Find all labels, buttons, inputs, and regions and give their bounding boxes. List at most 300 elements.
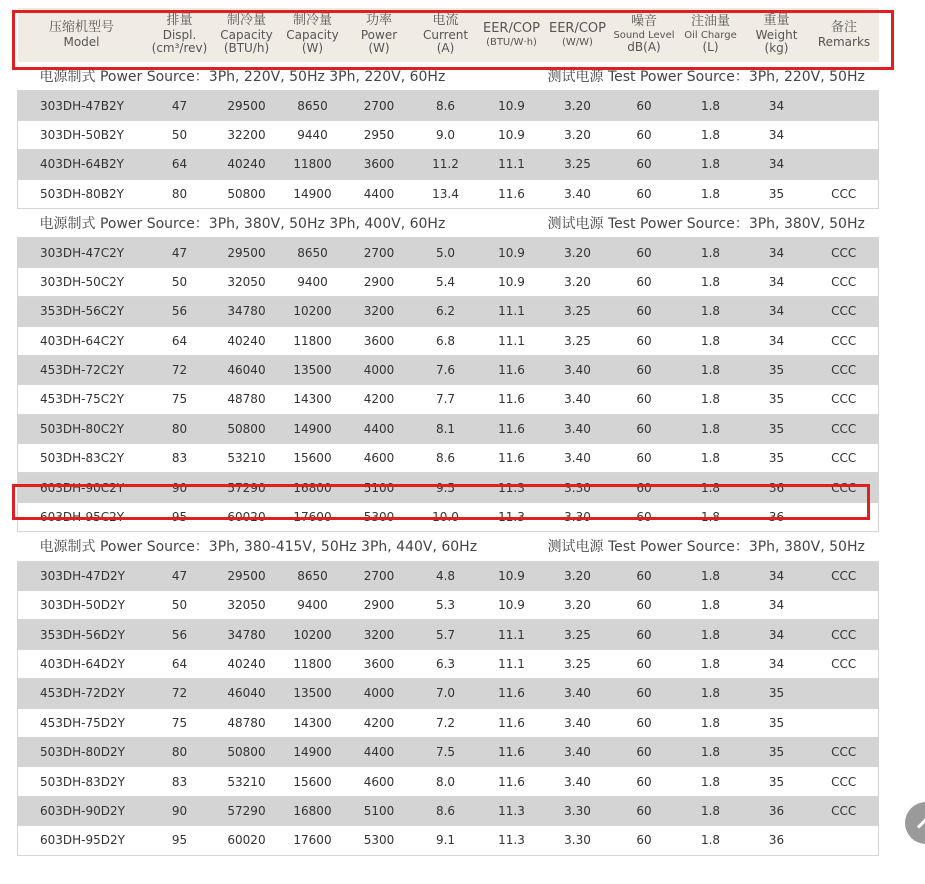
table-cell: CCC [810, 326, 879, 355]
table-cell: 10.9 [479, 267, 545, 296]
header-zh: EER/COP [549, 20, 606, 36]
table-cell: 72 [146, 355, 214, 384]
table-cell: 80 [146, 414, 214, 443]
table-cell: 10.9 [479, 238, 545, 267]
table-cell: 60 [611, 267, 678, 296]
table-cell: 11800 [280, 649, 346, 678]
table-cell: 3600 [346, 649, 413, 678]
table-cell: 95 [146, 826, 214, 855]
header-en2: (L) [702, 40, 719, 55]
table-cell: 10.9 [479, 120, 545, 149]
table-cell: 3.40 [545, 737, 611, 766]
table-cell: 3.20 [545, 120, 611, 149]
header-en: Displ. [162, 27, 197, 42]
table-cell: CCC [810, 796, 879, 825]
model-cell: 503DH-83D2Y [18, 767, 146, 796]
table-cell: 9.1 [413, 826, 479, 855]
table-cell: 16800 [280, 796, 346, 825]
table-cell: 60 [611, 679, 678, 708]
table-row [18, 414, 879, 443]
header-zh: EER/COP [483, 20, 540, 36]
table-cell: 1.8 [678, 591, 744, 620]
table-row [18, 179, 879, 208]
table-cell: 4400 [346, 737, 413, 766]
table-cell: 11.6 [479, 708, 545, 737]
table-cell: 3600 [346, 150, 413, 179]
table-cell: 7.2 [413, 708, 479, 737]
table-cell: 11.2 [413, 150, 479, 179]
table-cell: 3.40 [545, 385, 611, 414]
table-cell: 11.6 [479, 414, 545, 443]
header-zh: 电流 [432, 12, 459, 28]
table-cell: 64 [146, 326, 214, 355]
table-cell: 60 [611, 91, 678, 120]
table-cell: 11.6 [479, 355, 545, 384]
table-cell: 1.8 [678, 444, 744, 473]
table-cell: 60 [611, 120, 678, 149]
table-row [18, 767, 879, 796]
table-cell: 15600 [280, 767, 346, 796]
table-cell: 72 [146, 679, 214, 708]
table-cell: 4400 [346, 414, 413, 443]
table-cell: 1.8 [678, 414, 744, 443]
header-en: Capacity [286, 27, 339, 42]
table-cell: 50800 [214, 414, 280, 443]
table-cell: 60 [611, 150, 678, 179]
table-cell [810, 150, 879, 179]
header-zh: 备注 [830, 19, 857, 35]
table-cell: CCC [810, 620, 879, 649]
table-cell: 32050 [214, 267, 280, 296]
header-zh: 制冷量 [292, 12, 332, 28]
table-cell: 8.6 [413, 796, 479, 825]
table-cell: 60 [611, 649, 678, 678]
header-en2: (W) [301, 41, 324, 56]
section-header-row [18, 532, 879, 561]
table-row [18, 737, 879, 766]
model-cell: 603DH-90C2Y [18, 473, 146, 502]
table-cell [810, 826, 879, 855]
table-cell: 90 [146, 796, 214, 825]
table-row [18, 502, 879, 531]
table-cell: 90 [146, 473, 214, 502]
table-cell: 14300 [280, 708, 346, 737]
table-cell: 80 [146, 737, 214, 766]
model-cell: 353DH-56D2Y [18, 620, 146, 649]
table-cell: CCC [810, 561, 879, 590]
table-cell: 3.30 [545, 502, 611, 531]
table-cell: 3.40 [545, 355, 611, 384]
table-row [18, 385, 879, 414]
table-cell: 17600 [280, 826, 346, 855]
table-cell: 11.1 [479, 150, 545, 179]
table-cell: 64 [146, 150, 214, 179]
table-cell: 3.30 [545, 796, 611, 825]
header-en: Current [422, 27, 469, 42]
table-cell: 50 [146, 591, 214, 620]
table-cell: 60 [611, 826, 678, 855]
model-cell: 603DH-95D2Y [18, 826, 146, 855]
table-cell: 60 [611, 737, 678, 766]
table-cell: 13500 [280, 355, 346, 384]
spec-table-container [17, 8, 878, 856]
table-cell: 9440 [280, 120, 346, 149]
header-en2: (A) [436, 41, 455, 56]
header-en: (W/W) [562, 36, 593, 48]
table-cell: 29500 [214, 561, 280, 590]
table-row [18, 355, 879, 384]
section-header-row [18, 208, 879, 237]
table-cell: 40240 [214, 326, 280, 355]
table-cell: 11.3 [479, 473, 545, 502]
table-cell: 1.8 [678, 267, 744, 296]
table-cell: 56 [146, 297, 214, 326]
table-cell: 11.6 [479, 737, 545, 766]
table-cell: 14900 [280, 414, 346, 443]
table-cell: 5.3 [413, 591, 479, 620]
table-cell: 11.3 [479, 826, 545, 855]
table-cell: 7.7 [413, 385, 479, 414]
table-cell: 1.8 [678, 385, 744, 414]
table-cell: 56 [146, 620, 214, 649]
table-cell: 60 [611, 414, 678, 443]
table-body [18, 62, 879, 855]
table-cell: 3.25 [545, 150, 611, 179]
table-cell: 1.8 [678, 796, 744, 825]
model-cell: 403DH-64C2Y [18, 326, 146, 355]
table-cell: 11800 [280, 150, 346, 179]
header-zh: 注油量 [690, 13, 730, 29]
table-cell: 14900 [280, 737, 346, 766]
table-cell: 47 [146, 561, 214, 590]
table-cell: 75 [146, 385, 214, 414]
table-cell: 34780 [214, 297, 280, 326]
table-cell: 50800 [214, 737, 280, 766]
table-cell: 50 [146, 120, 214, 149]
table-cell [810, 591, 879, 620]
table-cell: 1.8 [678, 561, 744, 590]
table-row [18, 473, 879, 502]
table-row [18, 267, 879, 296]
table-cell: 4600 [346, 767, 413, 796]
table-cell: 60 [611, 502, 678, 531]
table-row [18, 150, 879, 179]
table-cell: 50800 [214, 179, 280, 208]
table-cell: 1.8 [678, 91, 744, 120]
table-cell: 1.8 [678, 326, 744, 355]
model-cell: 503DH-80B2Y [18, 179, 146, 208]
table-cell: 7.6 [413, 355, 479, 384]
table-cell: 15600 [280, 444, 346, 473]
table-cell: 9400 [280, 591, 346, 620]
header-cell [280, 8, 346, 62]
table-cell: 3.40 [545, 767, 611, 796]
table-cell: 1.8 [678, 679, 744, 708]
table-cell: 1.8 [678, 179, 744, 208]
table-row [18, 708, 879, 737]
table-cell: 11.3 [479, 502, 545, 531]
table-cell: 9.0 [413, 120, 479, 149]
table-row [18, 91, 879, 120]
table-cell: 35 [744, 355, 810, 384]
model-cell: 303DH-50B2Y [18, 120, 146, 149]
table-cell: 60020 [214, 826, 280, 855]
table-cell: 11800 [280, 326, 346, 355]
table-cell: 11.3 [479, 796, 545, 825]
table-cell: 60 [611, 473, 678, 502]
table-cell: 57290 [214, 796, 280, 825]
table-cell: 13.4 [413, 179, 479, 208]
table-cell: 3.40 [545, 679, 611, 708]
table-cell: 34 [744, 120, 810, 149]
table-cell: 3.20 [545, 591, 611, 620]
table-cell: 60 [611, 326, 678, 355]
table-cell: 3.40 [545, 179, 611, 208]
model-cell: 303DH-47C2Y [18, 238, 146, 267]
table-cell: 8.1 [413, 414, 479, 443]
table-cell: 1.8 [678, 473, 744, 502]
header-cell [678, 8, 744, 62]
table-cell: 3.20 [545, 238, 611, 267]
table-cell: 3.40 [545, 414, 611, 443]
table-cell: 8.0 [413, 767, 479, 796]
table-cell [810, 502, 879, 531]
table-row [18, 561, 879, 590]
table-cell: 60 [611, 179, 678, 208]
header-cell [214, 8, 280, 62]
table-cell: 8.6 [413, 91, 479, 120]
header-row [18, 8, 879, 62]
table-cell: 5100 [346, 473, 413, 502]
table-cell: 2900 [346, 267, 413, 296]
table-cell: 4600 [346, 444, 413, 473]
header-zh: 排量 [166, 12, 193, 28]
table-cell: 29500 [214, 91, 280, 120]
table-cell: 35 [744, 708, 810, 737]
table-cell: 32050 [214, 591, 280, 620]
header-en2: (cm³/rev) [151, 41, 208, 56]
table-cell: 11.1 [479, 649, 545, 678]
table-cell: 5100 [346, 796, 413, 825]
table-cell: 3.25 [545, 620, 611, 649]
table-cell: 1.8 [678, 737, 744, 766]
section-header-cell [18, 208, 879, 237]
table-cell: 60 [611, 355, 678, 384]
header-en: Remarks [817, 34, 871, 49]
table-cell: 35 [744, 444, 810, 473]
scroll-to-top-button[interactable] [905, 802, 925, 844]
table-cell: 3600 [346, 326, 413, 355]
table-cell: 60 [611, 767, 678, 796]
table-cell: 34780 [214, 620, 280, 649]
table-cell: 2700 [346, 561, 413, 590]
table-cell: 4000 [346, 679, 413, 708]
table-cell: 34 [744, 649, 810, 678]
table-row [18, 120, 879, 149]
table-cell: 60 [611, 620, 678, 649]
table-cell: CCC [810, 414, 879, 443]
table-cell: 4400 [346, 179, 413, 208]
table-cell: 60 [611, 561, 678, 590]
table-cell: 34 [744, 150, 810, 179]
table-cell: 5300 [346, 502, 413, 531]
table-cell: 4200 [346, 708, 413, 737]
model-cell: 453DH-75C2Y [18, 385, 146, 414]
table-cell: 34 [744, 561, 810, 590]
table-cell: 2700 [346, 238, 413, 267]
table-cell: 6.8 [413, 326, 479, 355]
table-cell: CCC [810, 767, 879, 796]
table-row [18, 238, 879, 267]
table-cell: 8650 [280, 561, 346, 590]
table-cell: 1.8 [678, 238, 744, 267]
table-cell: 3.20 [545, 561, 611, 590]
header-cell [413, 8, 479, 62]
table-cell: 36 [744, 796, 810, 825]
model-cell: 353DH-56C2Y [18, 297, 146, 326]
table-cell: 14300 [280, 385, 346, 414]
section-header-row [18, 62, 879, 91]
table-cell: 11.6 [479, 679, 545, 708]
header-en: (BTU/W·h) [486, 36, 537, 48]
model-cell: 303DH-47D2Y [18, 561, 146, 590]
header-en2: (kg) [764, 41, 789, 56]
table-row [18, 297, 879, 326]
table-cell: 35 [744, 737, 810, 766]
table-cell: 53210 [214, 767, 280, 796]
table-cell: 11.1 [479, 620, 545, 649]
header-cell [18, 8, 146, 62]
model-cell: 403DH-64D2Y [18, 649, 146, 678]
table-cell: 9400 [280, 267, 346, 296]
table-cell: 35 [744, 414, 810, 443]
model-cell: 403DH-64B2Y [18, 150, 146, 179]
table-cell: 3.25 [545, 649, 611, 678]
table-cell: 8650 [280, 238, 346, 267]
table-cell: 47 [146, 91, 214, 120]
header-cell [744, 8, 810, 62]
header-zh: 噪音 [630, 13, 657, 29]
table-cell: 40240 [214, 649, 280, 678]
section-header-cell [18, 532, 879, 561]
header-en: Sound Level [613, 29, 675, 41]
header-en: Model [63, 34, 100, 49]
table-cell: 80 [146, 179, 214, 208]
table-cell: 60 [611, 708, 678, 737]
table-cell: 9.5 [413, 473, 479, 502]
header-cell [611, 8, 678, 62]
table-cell: 1.8 [678, 708, 744, 737]
table-row [18, 444, 879, 473]
table-cell: 4.8 [413, 561, 479, 590]
table-cell: 3200 [346, 620, 413, 649]
table-cell: 3.40 [545, 708, 611, 737]
power-source-label: 电源制式 Power Source：3Ph, 380-415V, 50Hz 3Ph, 440V, 60Hz [39, 539, 478, 556]
model-cell: 303DH-47B2Y [18, 91, 146, 120]
table-cell: 4200 [346, 385, 413, 414]
test-power-source-label: 测试电源 Test Power Source：3Ph, 380V, 50Hz [547, 216, 865, 233]
table-cell: 11.6 [479, 444, 545, 473]
table-cell: 11.6 [479, 385, 545, 414]
table-cell [810, 120, 879, 149]
header-cell [810, 8, 879, 62]
table-cell: 50 [146, 267, 214, 296]
table-cell: 5.7 [413, 620, 479, 649]
table-cell: CCC [810, 473, 879, 502]
table-cell: CCC [810, 238, 879, 267]
table-cell: 60 [611, 238, 678, 267]
table-row [18, 826, 879, 855]
table-cell: 5.4 [413, 267, 479, 296]
table-cell: CCC [810, 179, 879, 208]
header-cell [346, 8, 413, 62]
table-cell: 60 [611, 385, 678, 414]
table-cell: 46040 [214, 355, 280, 384]
table-cell: 60 [611, 297, 678, 326]
table-cell: CCC [810, 297, 879, 326]
table-cell: CCC [810, 444, 879, 473]
table-cell: 40240 [214, 150, 280, 179]
table-cell: 7.0 [413, 679, 479, 708]
table-cell: 16800 [280, 473, 346, 502]
table-cell: 5300 [346, 826, 413, 855]
table-cell: 60 [611, 444, 678, 473]
header-en2: dB(A) [627, 40, 661, 55]
table-cell: 10200 [280, 620, 346, 649]
table-cell: 1.8 [678, 120, 744, 149]
table-cell: 95 [146, 502, 214, 531]
header-cell [479, 8, 545, 62]
table-cell: 34 [744, 297, 810, 326]
table-cell: CCC [810, 355, 879, 384]
header-cell [545, 8, 611, 62]
table-cell: 1.8 [678, 826, 744, 855]
table-cell: 1.8 [678, 355, 744, 384]
model-cell: 503DH-80D2Y [18, 737, 146, 766]
table-cell: 8650 [280, 91, 346, 120]
table-cell: 11.6 [479, 179, 545, 208]
table-row [18, 649, 879, 678]
table-cell: 4000 [346, 355, 413, 384]
table-header [18, 8, 879, 62]
model-cell: 503DH-80C2Y [18, 414, 146, 443]
table-cell: 3.40 [545, 444, 611, 473]
table-cell: 64 [146, 649, 214, 678]
table-row [18, 591, 879, 620]
table-cell: 53210 [214, 444, 280, 473]
header-zh: 压缩机型号 [48, 19, 114, 35]
table-cell [810, 708, 879, 737]
table-cell: 75 [146, 708, 214, 737]
table-cell: 34 [744, 238, 810, 267]
table-cell: 48780 [214, 385, 280, 414]
table-cell: 34 [744, 620, 810, 649]
table-cell: 36 [744, 473, 810, 502]
table-cell: 29500 [214, 238, 280, 267]
table-cell: 17600 [280, 502, 346, 531]
power-source-label: 电源制式 Power Source：3Ph, 220V, 50Hz 3Ph, 220V, 60Hz [39, 69, 446, 86]
table-cell: 10.9 [479, 91, 545, 120]
header-en2: (BTU/h) [223, 41, 270, 56]
test-power-source-label: 测试电源 Test Power Source：3Ph, 380V, 50Hz [547, 539, 865, 556]
table-cell: 35 [744, 385, 810, 414]
header-zh: 制冷量 [226, 12, 266, 28]
table-row [18, 679, 879, 708]
table-cell: 46040 [214, 679, 280, 708]
compressor-spec-table [17, 8, 879, 856]
table-cell: 1.8 [678, 297, 744, 326]
table-cell: 1.8 [678, 620, 744, 649]
